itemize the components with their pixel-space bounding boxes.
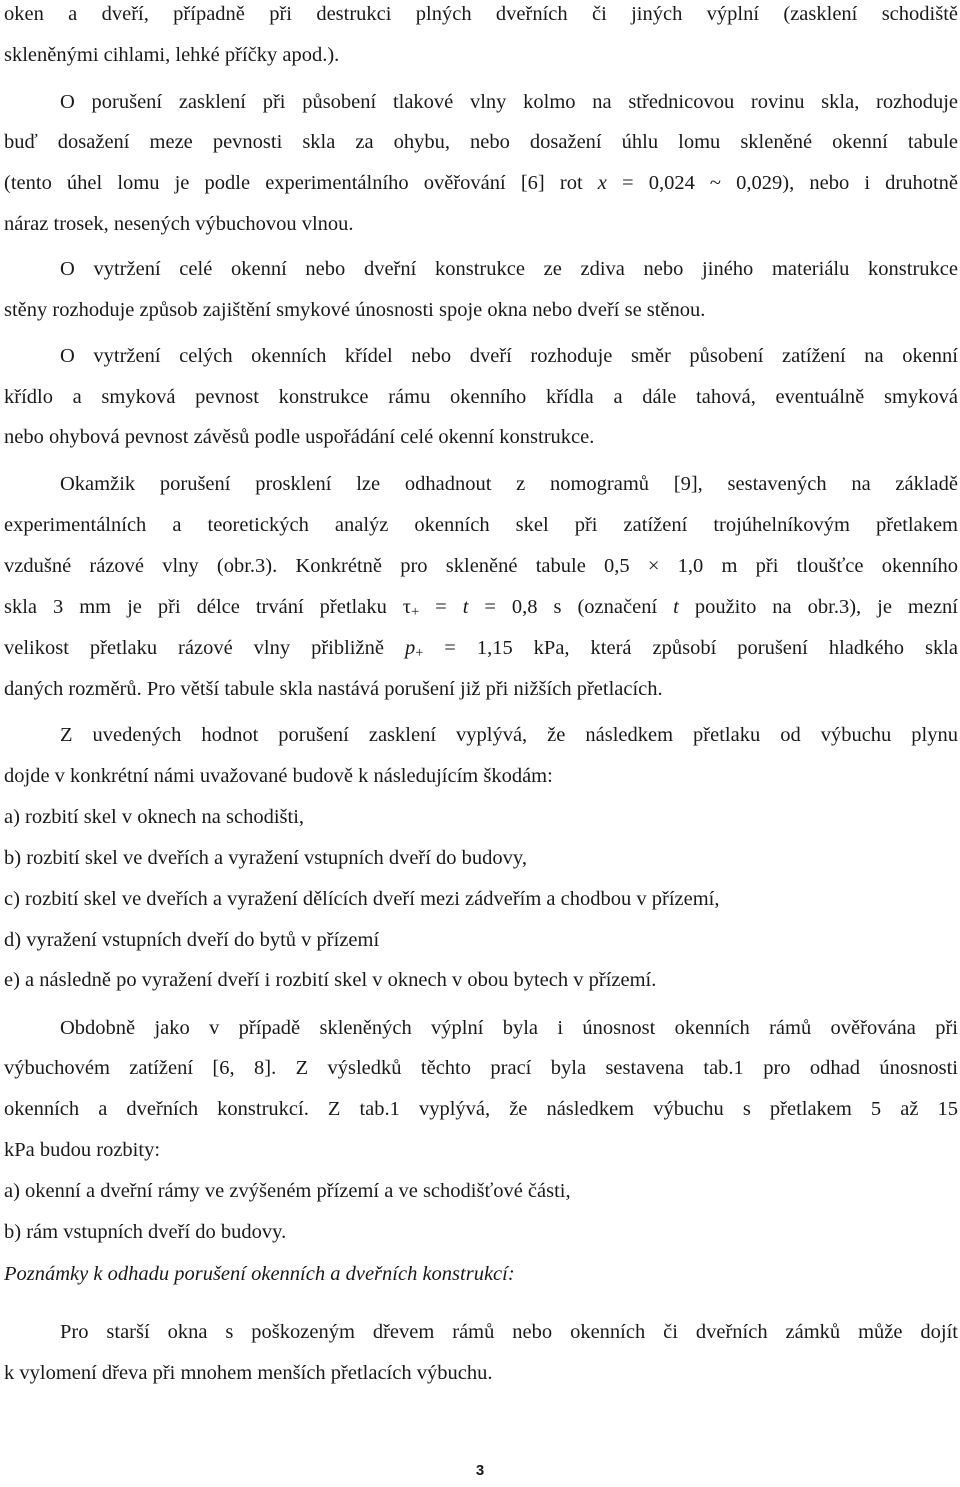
text-line: skleněnými cihlami, lehké příčky apod.). — [4, 44, 340, 66]
text-line: velikost přetlaku rázové vlny přibližně $p_+ = 1,15$ kPa, která způsobí porušení hladkého skla — [4, 637, 958, 661]
text-line: O vytržení celé okenní nebo dveřní konstrukce ze zdiva nebo jiného materiálu konstrukce — [60, 258, 958, 280]
text-line: experimentálních a teoretických analýz okenních skel při zatížení trojúhelníkovým přetlakem — [4, 514, 958, 536]
text-line: Okamžik porušení prosklení lze odhadnout z nomogramů [9], sestavených na základě — [60, 473, 958, 495]
text-line: nebo ohybová pevnost závěsů podle uspořádání celé okenní konstrukce. — [4, 426, 595, 448]
text-line: k vylomení dřeva při mnohem menších přetlacích výbuchu. — [4, 1362, 493, 1384]
list-item: a) okenní a dveřní rámy ve zvýšeném přízemí a ve schodišťové části, — [4, 1180, 571, 1202]
text-line: oken a dveří, případně při destrukci plných dveřních či jiných výplní (zasklení schodiště — [4, 3, 958, 25]
text-line: Z uvedených hodnot porušení zasklení vyplývá, že následkem přetlaku od výbuchu plynu — [60, 724, 958, 746]
text-line: (tento úhel lomu je podle experimentálního ověřování [6] rot x = 0,024 ~ 0,029), nebo i druhotně — [4, 172, 959, 194]
list-item: c) rozbití skel ve dveřích a vyražení dělících dveří mezi zádveřím a chodbou v přízemí, — [4, 888, 720, 910]
text-line: stěny rozhoduje způsob zajištění smykové únosnosti spoje okna nebo dveří se stěnou. — [4, 299, 706, 321]
text-line: výbuchovém zatížení [6, 8]. Z výsledků těchto prací byla sestavena tab.1 pro odhad únosnosti — [4, 1057, 958, 1079]
text-line: Obdobně jako v případě skleněných výplní byla i únosnost okenních rámů ověřována při — [60, 1017, 958, 1039]
text-line: Pro starší okna s poškozeným dřevem rámů nebo okenních či dveřních zámků může dojít — [60, 1321, 958, 1343]
list-item: b) rozbití skel ve dveřích a vyražení vstupních dveří do budovy, — [4, 847, 527, 869]
section-heading: Poznámky k odhadu porušení okenních a dveřních konstrukcí: — [4, 1263, 515, 1285]
page-number: 3 — [475, 1462, 485, 1479]
text-line: O vytržení celých okenních křídel nebo dveří rozhoduje směr působení zatížení na okenní — [60, 345, 958, 367]
text-line: daných rozměrů. Pro větší tabule skla nastává porušení již při nižších přetlacích. — [4, 678, 663, 700]
text-line: O porušení zasklení při působení tlakové vlny kolmo na střednicovou rovinu skla, rozhoduje — [60, 91, 958, 113]
list-item: d) vyražení vstupních dveří do bytů v přízemí — [4, 929, 380, 951]
list-item: a) rozbití skel v oknech na schodišti, — [4, 806, 305, 828]
text-line: kPa budou rozbity: — [4, 1139, 161, 1161]
list-item: b) rám vstupních dveří do budovy. — [4, 1221, 287, 1243]
text-line: skla 3 mm je při délce trvání přetlaku $\tau_+ = t = 0,8$ s (označení t použito na obr.3), je mezní — [4, 596, 958, 620]
text-line: náraz trosek, nesených výbuchovou vlnou. — [4, 213, 354, 235]
text-line: dojde v konkrétní námi uvažované budově k následujícím škodám: — [4, 765, 553, 787]
list-item: e) a následně po vyražení dveří i rozbití skel v oknech v obou bytech v přízemí. — [4, 969, 657, 991]
text-line: vzdušné rázové vlny (obr.3). Konkrétně pro skleněné tabule 0,5 × 1,0 m při tloušťce okenního — [4, 555, 958, 577]
text-line: okenních a dveřních konstrukcí. Z tab.1 vyplývá, že následkem výbuchu s přetlakem 5 až 15 — [4, 1098, 958, 1120]
text-line: buď dosažení meze pevnosti skla za ohybu, nebo dosažení úhlu lomu skleněné okenní tabule — [4, 131, 958, 153]
text-line: křídlo a smyková pevnost konstrukce rámu okenního křídla a dále tahová, eventuálně smyková — [4, 386, 958, 408]
